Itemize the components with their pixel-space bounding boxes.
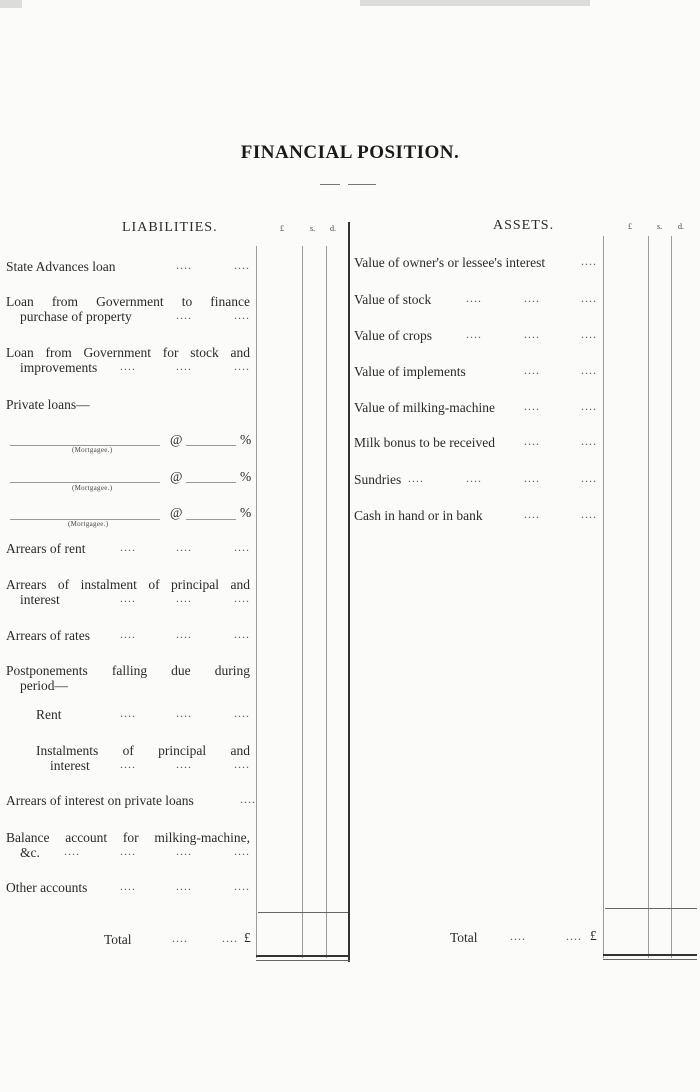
at-sign: @ xyxy=(170,469,183,484)
leader-dots: .... xyxy=(234,258,250,272)
liabilities-total-label: Total xyxy=(104,932,132,947)
leader-dots: .... xyxy=(466,291,482,305)
leader-dots: .... xyxy=(234,706,250,720)
value-of-implements: Value of implements xyxy=(354,364,466,379)
arrears-instalment-line1: Arrears of instalment of principal and xyxy=(6,577,250,592)
liab-total-rule-bottom xyxy=(256,960,350,961)
leader-dots: .... xyxy=(240,792,256,806)
leader-dots: .... xyxy=(120,757,136,771)
liab-pound-rule xyxy=(256,246,257,958)
value-of-stock: Value of stock xyxy=(354,292,432,307)
arrears-instalment-line2: interest xyxy=(20,592,60,607)
leader-dots: .... xyxy=(408,471,424,485)
leader-dots: .... xyxy=(234,359,250,373)
leader-dots: .... xyxy=(581,399,597,413)
asset-subtotal-rule xyxy=(605,908,697,909)
sundries: Sundries xyxy=(354,472,402,487)
leader-dots: .... xyxy=(524,434,540,448)
leader-dots: .... xyxy=(176,844,192,858)
liab-pence-rule xyxy=(326,246,327,958)
asset-total-rule-top xyxy=(603,954,697,956)
leader-dots: .... xyxy=(176,627,192,641)
leader-dots: .... xyxy=(176,757,192,771)
at-sign: @ xyxy=(170,432,183,447)
rate-blank xyxy=(186,445,236,446)
scan-smudge-left xyxy=(0,0,22,8)
leader-dots: .... xyxy=(120,359,136,373)
asset-shilling-rule xyxy=(648,236,649,958)
mortgagee-label: (Mortgagee.) xyxy=(72,484,113,492)
leader-dots: .... xyxy=(566,929,582,943)
leader-dots: .... xyxy=(466,471,482,485)
leader-dots: .... xyxy=(120,879,136,893)
mortgagee-label: (Mortgagee.) xyxy=(68,520,109,528)
liabilities-pence-header: d. xyxy=(330,224,336,233)
leader-dots: .... xyxy=(120,844,136,858)
title-underline-left xyxy=(320,184,340,185)
leader-dots: .... xyxy=(176,258,192,272)
percent-sign: % xyxy=(240,505,252,520)
mortgagee-label: (Mortgagee.) xyxy=(72,446,113,454)
leader-dots: .... xyxy=(120,627,136,641)
loan-property-line1: Loan from Government to finance xyxy=(6,294,250,309)
leader-dots: .... xyxy=(120,540,136,554)
leader-dots: .... xyxy=(234,540,250,554)
leader-dots: .... xyxy=(120,706,136,720)
leader-dots: .... xyxy=(120,591,136,605)
leader-dots: .... xyxy=(64,844,80,858)
assets-total-pound: £ xyxy=(590,928,597,943)
leader-dots: .... xyxy=(510,929,526,943)
assets-shillings-header: s. xyxy=(657,222,663,231)
leader-dots: .... xyxy=(581,327,597,341)
leader-dots: .... xyxy=(234,591,250,605)
liabilities-header: LIABILITIES. xyxy=(122,220,218,235)
value-of-crops: Value of crops xyxy=(354,328,432,343)
leader-dots: .... xyxy=(176,879,192,893)
page-title: FINANCIAL POSITION. xyxy=(240,142,460,163)
other-accounts: Other accounts xyxy=(6,880,88,895)
value-of-milking-machine: Value of milking-machine xyxy=(354,400,495,415)
leader-dots: .... xyxy=(176,540,192,554)
liabilities-total-pound: £ xyxy=(244,930,251,945)
liabilities-shillings-header: s. xyxy=(310,224,316,233)
assets-total-label: Total xyxy=(450,930,478,945)
assets-header: ASSETS. xyxy=(493,218,555,233)
leader-dots: .... xyxy=(524,507,540,521)
leader-dots: .... xyxy=(581,471,597,485)
leader-dots: .... xyxy=(234,308,250,322)
leader-dots: .... xyxy=(581,507,597,521)
assets-pounds-header: £ xyxy=(628,222,632,231)
leader-dots: .... xyxy=(176,308,192,322)
postponements-line2: period— xyxy=(20,678,68,693)
leader-dots: .... xyxy=(581,254,597,268)
leader-dots: .... xyxy=(524,291,540,305)
liab-total-rule-top xyxy=(256,955,350,957)
private-loans: Private loans— xyxy=(6,397,90,412)
leader-dots: .... xyxy=(524,471,540,485)
rate-blank xyxy=(186,482,236,483)
loan-property-line2: purchase of property xyxy=(20,309,132,324)
leader-dots: .... xyxy=(176,591,192,605)
centre-divider xyxy=(348,222,350,962)
leader-dots: .... xyxy=(176,359,192,373)
leader-dots: .... xyxy=(466,327,482,341)
leader-dots: .... xyxy=(222,931,238,945)
cash-in-hand: Cash in hand or in bank xyxy=(354,508,483,523)
postponement-rent: Rent xyxy=(36,707,62,722)
leader-dots: .... xyxy=(581,363,597,377)
asset-pound-rule xyxy=(603,236,604,958)
postponement-instalments-line2: interest xyxy=(50,758,90,773)
mortgagee-blank xyxy=(10,482,160,483)
leader-dots: .... xyxy=(176,706,192,720)
liab-shilling-rule xyxy=(302,246,303,958)
assets-pence-header: d. xyxy=(678,222,684,231)
arrears-interest-private-loans: Arrears of interest on private loans xyxy=(6,793,194,808)
loan-stock-line1: Loan from Government for stock and xyxy=(6,345,250,360)
scan-smudge-right xyxy=(360,0,590,6)
arrears-of-rent: Arrears of rent xyxy=(6,541,86,556)
leader-dots: .... xyxy=(524,327,540,341)
asset-total-rule-bottom xyxy=(603,959,697,960)
asset-pence-rule xyxy=(671,236,672,958)
percent-sign: % xyxy=(240,432,252,447)
liabilities-pounds-header: £ xyxy=(280,224,284,233)
liab-subtotal-rule xyxy=(258,912,348,913)
rate-blank xyxy=(186,519,236,520)
leader-dots: .... xyxy=(581,434,597,448)
at-sign: @ xyxy=(170,505,183,520)
leader-dots: .... xyxy=(581,291,597,305)
owner-lessee-interest: Value of owner's or lessee's interest xyxy=(354,255,546,270)
leader-dots: .... xyxy=(524,363,540,377)
loan-stock-line2: improvements xyxy=(20,360,98,375)
postponements-line1: Postponements falling due during xyxy=(6,663,250,678)
leader-dots: .... xyxy=(524,399,540,413)
leader-dots: .... xyxy=(234,627,250,641)
milk-bonus: Milk bonus to be received xyxy=(354,435,495,450)
leader-dots: .... xyxy=(234,844,250,858)
balance-account-line1: Balance account for milking-machine, xyxy=(6,830,250,845)
state-advances-loan: State Advances loan xyxy=(6,259,116,274)
leader-dots: .... xyxy=(172,931,188,945)
balance-account-line2: &c. xyxy=(20,845,40,860)
postponement-instalments-line1: Instalments of principal and xyxy=(36,743,250,758)
arrears-of-rates: Arrears of rates xyxy=(6,628,90,643)
title-underline-right xyxy=(348,184,376,185)
leader-dots: .... xyxy=(234,757,250,771)
percent-sign: % xyxy=(240,469,252,484)
leader-dots: .... xyxy=(234,879,250,893)
